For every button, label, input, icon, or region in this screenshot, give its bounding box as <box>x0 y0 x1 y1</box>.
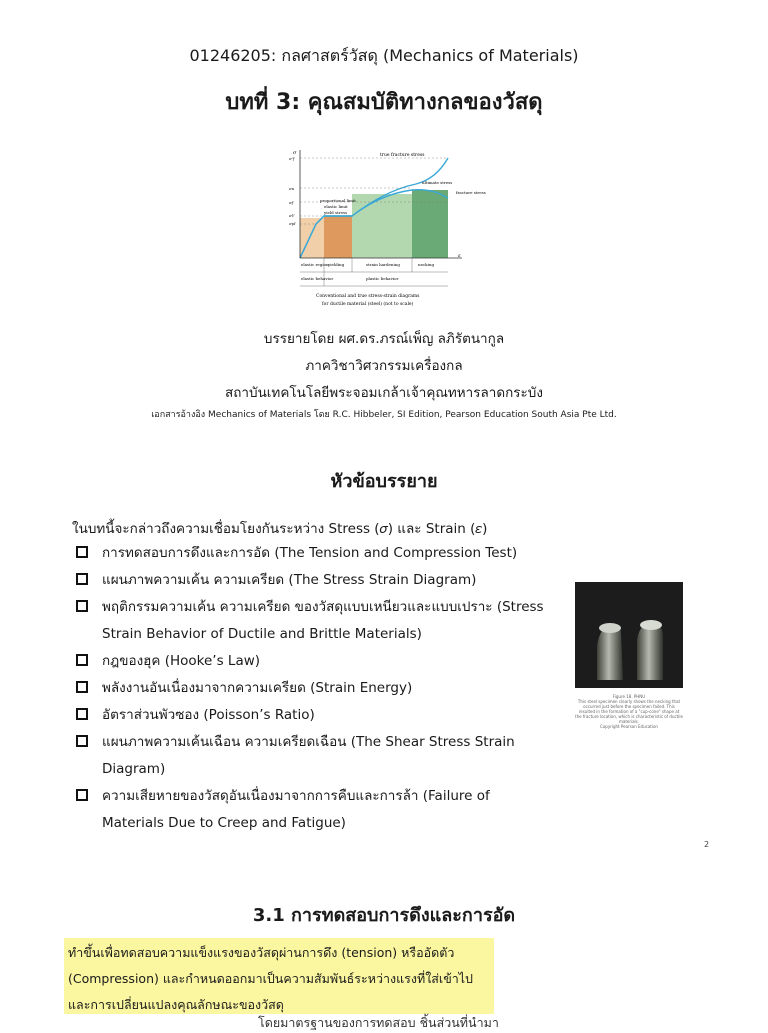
behavior-plastic-label: plastic behavior <box>366 276 399 281</box>
x-axis-symbol: ε <box>458 253 461 259</box>
figure-caption-line1: Conventional and true stress-strain diagrams <box>316 294 420 299</box>
highlighted-paragraph <box>64 938 494 1014</box>
topic-item <box>76 783 546 837</box>
label-yield-stress: yield stress <box>324 210 348 215</box>
topic-text: อัตราส่วนพัวซอง (Poisson’s Ratio) <box>102 707 315 723</box>
topic-item <box>76 540 546 567</box>
region-necking-label: necking <box>418 262 435 267</box>
section-heading: 3.1 การทดสอบการดึงและการอัด <box>252 905 516 926</box>
region-yielding-label: yielding <box>328 262 345 267</box>
topics-heading: หัวข้อบรรยาย <box>330 471 438 492</box>
region-hardening-label: strain hardening <box>366 262 400 267</box>
region-yielding-fill <box>324 216 352 258</box>
y-label-ultimate: σu <box>289 186 295 191</box>
topic-text: ความเสียหายของวัสดุอันเนื่องมาจากการคืบและการล้า (Failure of Materials Due to Creep and Fatigue) <box>102 788 490 831</box>
label-proportional: proportional limit <box>320 198 356 203</box>
course-title: 01246205: กลศาสตร์วัสดุ (Mechanics of Materials) <box>189 46 579 65</box>
topic-item <box>76 702 546 729</box>
checkbox-bullet-icon <box>76 573 88 585</box>
chapter-title: บทที่ 3: คุณสมบัติทางกลของวัสดุ <box>225 90 543 115</box>
page-number: 2 <box>704 840 710 849</box>
stress-strain-diagram <box>286 146 486 316</box>
checkbox-bullet-icon <box>76 600 88 612</box>
y-label-true-fracture: σ'f <box>289 156 295 161</box>
label-ultimate: ultimate stress <box>422 180 453 185</box>
checkbox-bullet-icon <box>76 546 88 558</box>
truncated-paragraph: โดยมาตรฐานของการทดสอบ ชิ้นส่วนที่นำมา <box>258 1015 499 1030</box>
topic-text: แผนภาพความเค้นเฉือน ความเครียดเฉือน (The Shear Stress Strain Diagram) <box>102 734 515 777</box>
specimen-photo <box>575 582 683 688</box>
topic-text: กฎของฮุค (Hooke’s Law) <box>102 653 261 669</box>
y-axis-symbol: σ <box>293 150 297 156</box>
checkbox-bullet-icon <box>76 654 88 666</box>
topics-intro: ในบทนี้จะกล่าวถึงความเชื่อมโยงกันระหว่าง Stress (𝜎) และ Strain (𝜀) <box>72 521 488 537</box>
specimen-right-half <box>637 622 663 680</box>
label-fracture: fracture stress <box>456 190 486 195</box>
region-necking-fill <box>412 190 448 258</box>
specimen-image <box>575 582 683 688</box>
specimen-photo-figure <box>575 582 683 732</box>
region-hardening-fill <box>352 194 412 258</box>
topic-item <box>76 648 546 675</box>
topic-text: พฤติกรรมความเค้น ความเครียด ของวัสดุแบบเหนียวและแบบเปราะ (Stress Strain Behavior of Ductile and Brittle Materials) <box>102 599 544 642</box>
topic-list <box>76 540 546 837</box>
photo-caption-body: This steel specimen clearly shows the necking that occurred just before the specimen failed. This resulted in the formation of a "cup-cone" shape at the fracture location, which is characteristic of ductile materials. <box>575 699 683 724</box>
lecturer-line: บรรยายโดย ผศ.ดร.ภรณ์เพ็ญ ลภิรัตนากูล <box>263 331 505 347</box>
region-elastic-label: elastic region <box>301 262 329 267</box>
topic-item <box>76 675 546 702</box>
stress-strain-figure <box>286 146 486 316</box>
topic-item <box>76 594 546 648</box>
department-line: ภาควิชาวิศวกรรมเครื่องกล <box>305 358 463 374</box>
institute-line: สถาบันเทคโนโลยีพระจอมเกล้าเจ้าคุณทหารลาดกระบัง <box>225 385 543 401</box>
checkbox-bullet-icon <box>76 735 88 747</box>
topic-text: แผนภาพความเค้น ความเครียด (The Stress Strain Diagram) <box>102 572 477 588</box>
checkbox-bullet-icon <box>76 708 88 720</box>
y-label-proportional: σpl <box>289 221 296 226</box>
topic-item <box>76 567 546 594</box>
behavior-elastic-label: elastic behavior <box>301 276 334 281</box>
y-label-yield: σY <box>289 213 295 218</box>
topic-item <box>76 729 546 783</box>
figure-caption-line2: for ductile material (steel) (not to scale) <box>322 302 414 307</box>
highlighted-text: ทำขึ้นเพื่อทดสอบความแข็งแรงของวัสดุผ่านการดึง (tension) หรืออัดตัว (Compression) และกำหนดออกมาเป็นความสัมพันธ์ระหว่างแรงที่ใส่เข้าไปและการเปลี่ยนแปลงคุณลักษณะของวัสดุ <box>68 945 473 1012</box>
topic-text: การทดสอบการดึงและการอัด (The Tension and Compression Test) <box>102 545 518 561</box>
photo-caption-title: Figure 18. PHNU <box>612 694 646 699</box>
reference-line: เอกสารอ้างอิง Mechanics of Materials โดย R.C. Hibbeler, SI Edition, Pearson Education South Asia Pte Ltd. <box>151 410 617 420</box>
checkbox-bullet-icon <box>76 789 88 801</box>
label-true-fracture: true fracture stress <box>380 153 425 158</box>
y-label-fracture: σf <box>289 200 294 205</box>
photo-caption-credit: Copyright Pearson Education <box>600 724 658 729</box>
topic-text: พลังงานอันเนื่องมาจากความเครียด (Strain Energy) <box>102 680 413 696</box>
checkbox-bullet-icon <box>76 681 88 693</box>
label-elastic-limit: elastic limit <box>324 204 348 209</box>
photo-caption <box>575 694 683 729</box>
